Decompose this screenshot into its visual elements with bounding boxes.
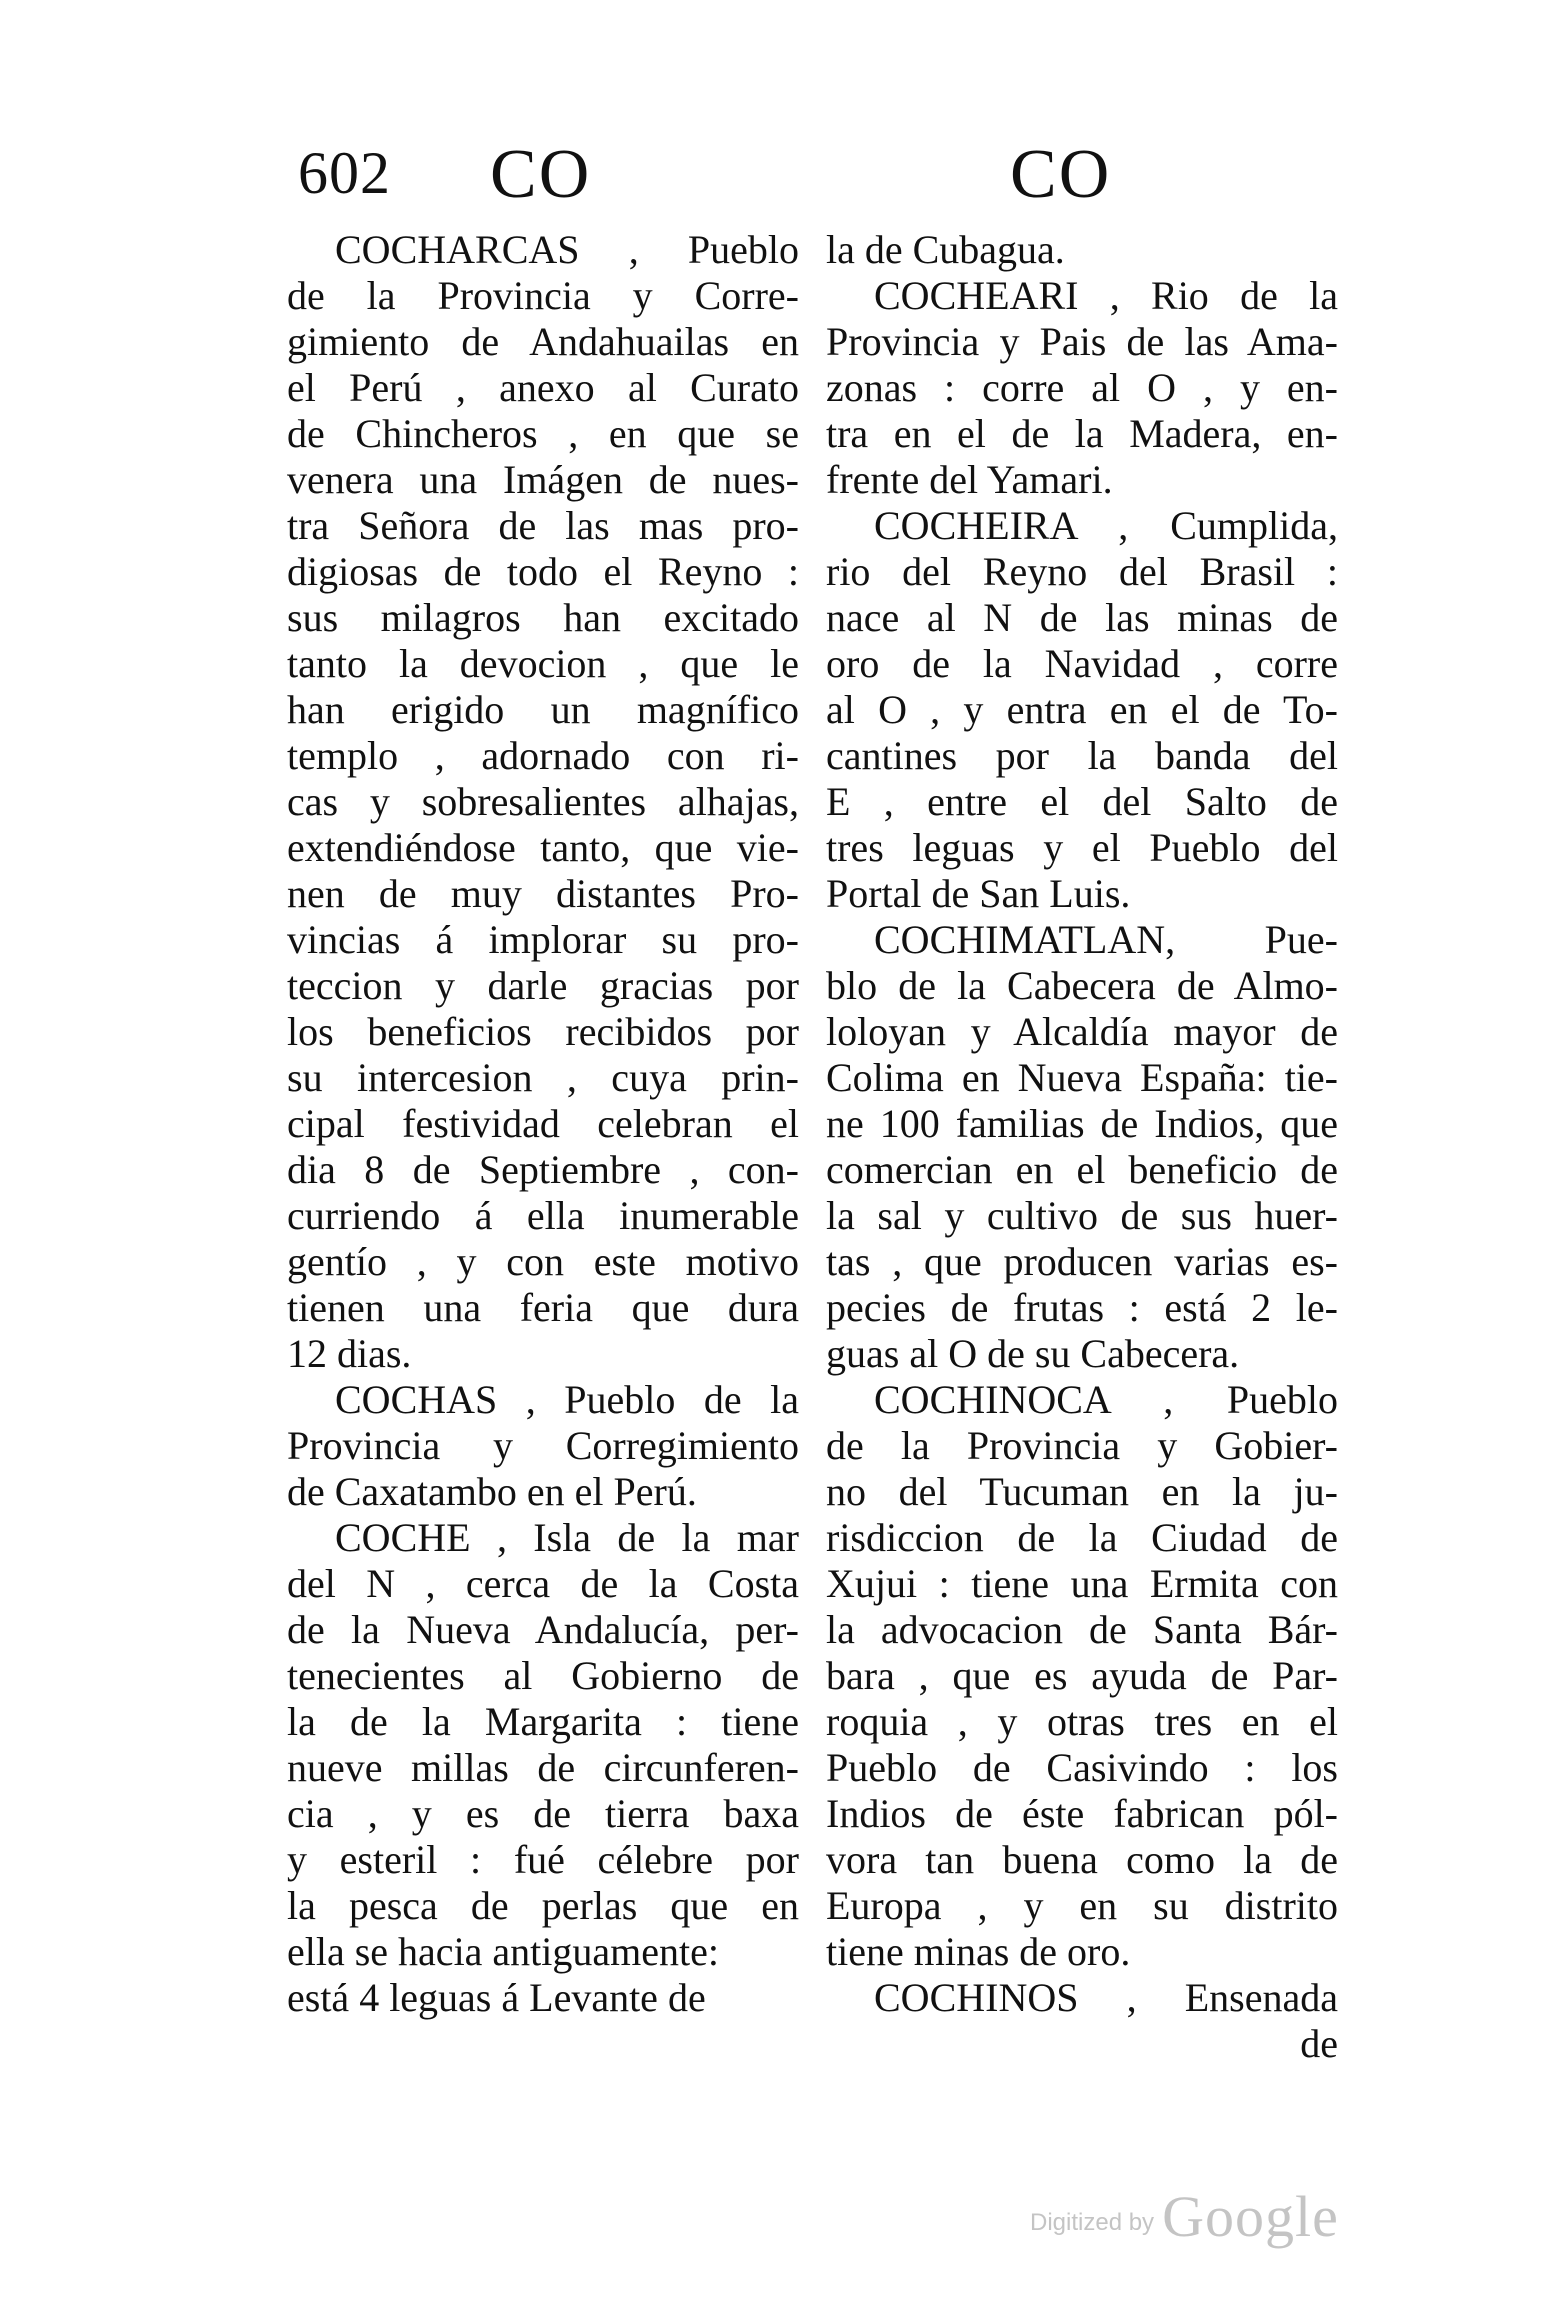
right-column-line: Colima en Nueva España: tie- [826, 1055, 1338, 1100]
right-column-line: Portal de San Luis. [826, 871, 1131, 916]
right-column-line: COCHEARI , Rio de la [874, 273, 1338, 318]
right-column-line: COCHINOS , Ensenada [874, 1975, 1338, 2020]
right-column-line: guas al O de su Cabecera. [826, 1331, 1240, 1376]
left-column-line: cipal festividad celebran el [287, 1101, 799, 1146]
right-column-line: cantines por la banda del [826, 733, 1338, 778]
left-column-line: COCHE , Isla de la mar [335, 1515, 799, 1560]
running-head-left: CO [490, 136, 592, 213]
right-column-line: la advocacion de Santa Bár- [826, 1607, 1338, 1652]
left-column-line: cas y sobresalientes alhajas, [287, 779, 799, 824]
left-column-line: teccion y darle gracias por [287, 963, 799, 1008]
right-column-line: la de Cubagua. [826, 227, 1065, 272]
right-column-line: tres leguas y el Pueblo del [826, 825, 1338, 870]
right-column [826, 227, 1338, 2067]
right-column-line: nace al N de las minas de [826, 595, 1338, 640]
right-column-line: E , entre el del Salto de [826, 779, 1338, 824]
right-column-line: pecies de frutas : está 2 le- [826, 1285, 1338, 1330]
left-column-line: dia 8 de Septiembre , con- [287, 1147, 799, 1192]
watermark-prefix: Digitized by [1030, 2209, 1155, 2236]
right-column-line: Pueblo de Casivindo : los [826, 1745, 1338, 1790]
right-column-line: frente del Yamari. [826, 457, 1113, 502]
left-column-line: y esteril : fué célebre por [287, 1837, 799, 1882]
left-column-line: curriendo á ella inumerable [287, 1193, 799, 1238]
left-column-line: la pesca de perlas que en [287, 1883, 799, 1928]
left-column-line: tenecientes al Gobierno de [287, 1653, 799, 1698]
left-column-line: los beneficios recibidos por [287, 1009, 799, 1054]
right-column-line: COCHINOCA , Pueblo [874, 1377, 1338, 1422]
digitized-by-google-watermark [1030, 2183, 1339, 2250]
left-column-line: está 4 leguas á Levante de [287, 1975, 706, 2020]
right-column-line: oro de la Navidad , corre [826, 641, 1338, 686]
right-column-line: loloyan y Alcaldía mayor de [826, 1009, 1338, 1054]
right-column-line: risdiccion de la Ciudad de [826, 1515, 1338, 1560]
left-column-line: 12 dias. [287, 1331, 412, 1376]
left-column-line: gentío , y con este motivo [287, 1239, 799, 1284]
right-column-line: vora tan buena como la de [826, 1837, 1338, 1882]
left-column-line: Provincia y Corregimiento [287, 1423, 799, 1468]
left-column-line: sus milagros han excitado [287, 595, 799, 640]
left-column-line: vincias á implorar su pro- [287, 917, 799, 962]
right-column-line: no del Tucuman en la ju- [826, 1469, 1338, 1514]
right-column-line: al O , y entra en el de To- [826, 687, 1338, 732]
left-column-line: ella se hacia antiguamente: [287, 1929, 720, 1974]
left-column-line: su intercesion , cuya prin- [287, 1055, 799, 1100]
right-column-line: de [1300, 2021, 1338, 2066]
left-column-line: tanto la devocion , que le [287, 641, 799, 686]
left-column [287, 227, 799, 2021]
right-column-line: Europa , y en su distrito [826, 1883, 1338, 1928]
left-column-line: venera una Imágen de nues- [287, 457, 799, 502]
page-number: 602 [298, 140, 391, 206]
right-column-line: tiene minas de oro. [826, 1929, 1131, 1974]
left-column-line: cia , y es de tierra baxa [287, 1791, 799, 1836]
left-column-line: del N , cerca de la Costa [287, 1561, 799, 1606]
left-column-line: de Chincheros , en que se [287, 411, 799, 456]
right-column-line: rio del Reyno del Brasil : [826, 549, 1338, 594]
left-column-line: han erigido un magnífico [287, 687, 799, 732]
right-column-line: tas , que producen varias es- [826, 1239, 1338, 1284]
right-column-line: comercian en el beneficio de [826, 1147, 1338, 1192]
right-column-line: blo de la Cabecera de Almo- [826, 963, 1338, 1008]
left-column-line: nen de muy distantes Pro- [287, 871, 799, 916]
right-column-line: bara , que es ayuda de Par- [826, 1653, 1338, 1698]
left-column-line: gimiento de Andahuailas en [287, 319, 799, 364]
left-column-line: templo , adornado con ri- [287, 733, 799, 778]
right-column-line: Xujui : tiene una Ermita con [826, 1561, 1338, 1606]
left-column-line: extendiéndose tanto, que vie- [287, 825, 799, 870]
right-column-line: roquia , y otras tres en el [826, 1699, 1338, 1744]
right-column-line: la sal y cultivo de sus huer- [826, 1193, 1338, 1238]
left-column-line: tienen una feria que dura [287, 1285, 799, 1330]
watermark-brand: Google [1162, 2184, 1339, 2249]
running-head-right: CO [1010, 136, 1112, 213]
right-column-line: de la Provincia y Gobier- [826, 1423, 1338, 1468]
right-column-line: tra en el de la Madera, en- [826, 411, 1338, 456]
left-column-line: tra Señora de las mas pro- [287, 503, 799, 548]
right-column-line: zonas : corre al O , y en- [826, 365, 1338, 410]
left-column-line: COCHARCAS , Pueblo [335, 227, 799, 272]
left-column-line: el Perú , anexo al Curato [287, 365, 799, 410]
right-column-line: ne 100 familias de Indios, que [826, 1101, 1338, 1146]
left-column-line: COCHAS , Pueblo de la [335, 1377, 799, 1422]
left-column-line: digiosas de todo el Reyno : [287, 549, 799, 594]
right-column-line: Indios de éste fabrican pól- [826, 1791, 1338, 1836]
left-column-line: la de la Margarita : tiene [287, 1699, 799, 1744]
left-column-line: de Caxatambo en el Perú. [287, 1469, 697, 1514]
right-column-line: COCHEIRA , Cumplida, [874, 503, 1338, 548]
left-column-line: de la Nueva Andalucía, per- [287, 1607, 799, 1652]
left-column-line: nueve millas de circunferen- [287, 1745, 799, 1790]
right-column-line: COCHIMATLAN, Pue- [874, 917, 1338, 962]
right-column-line: Provincia y Pais de las Ama- [826, 319, 1338, 364]
left-column-line: de la Provincia y Corre- [287, 273, 799, 318]
